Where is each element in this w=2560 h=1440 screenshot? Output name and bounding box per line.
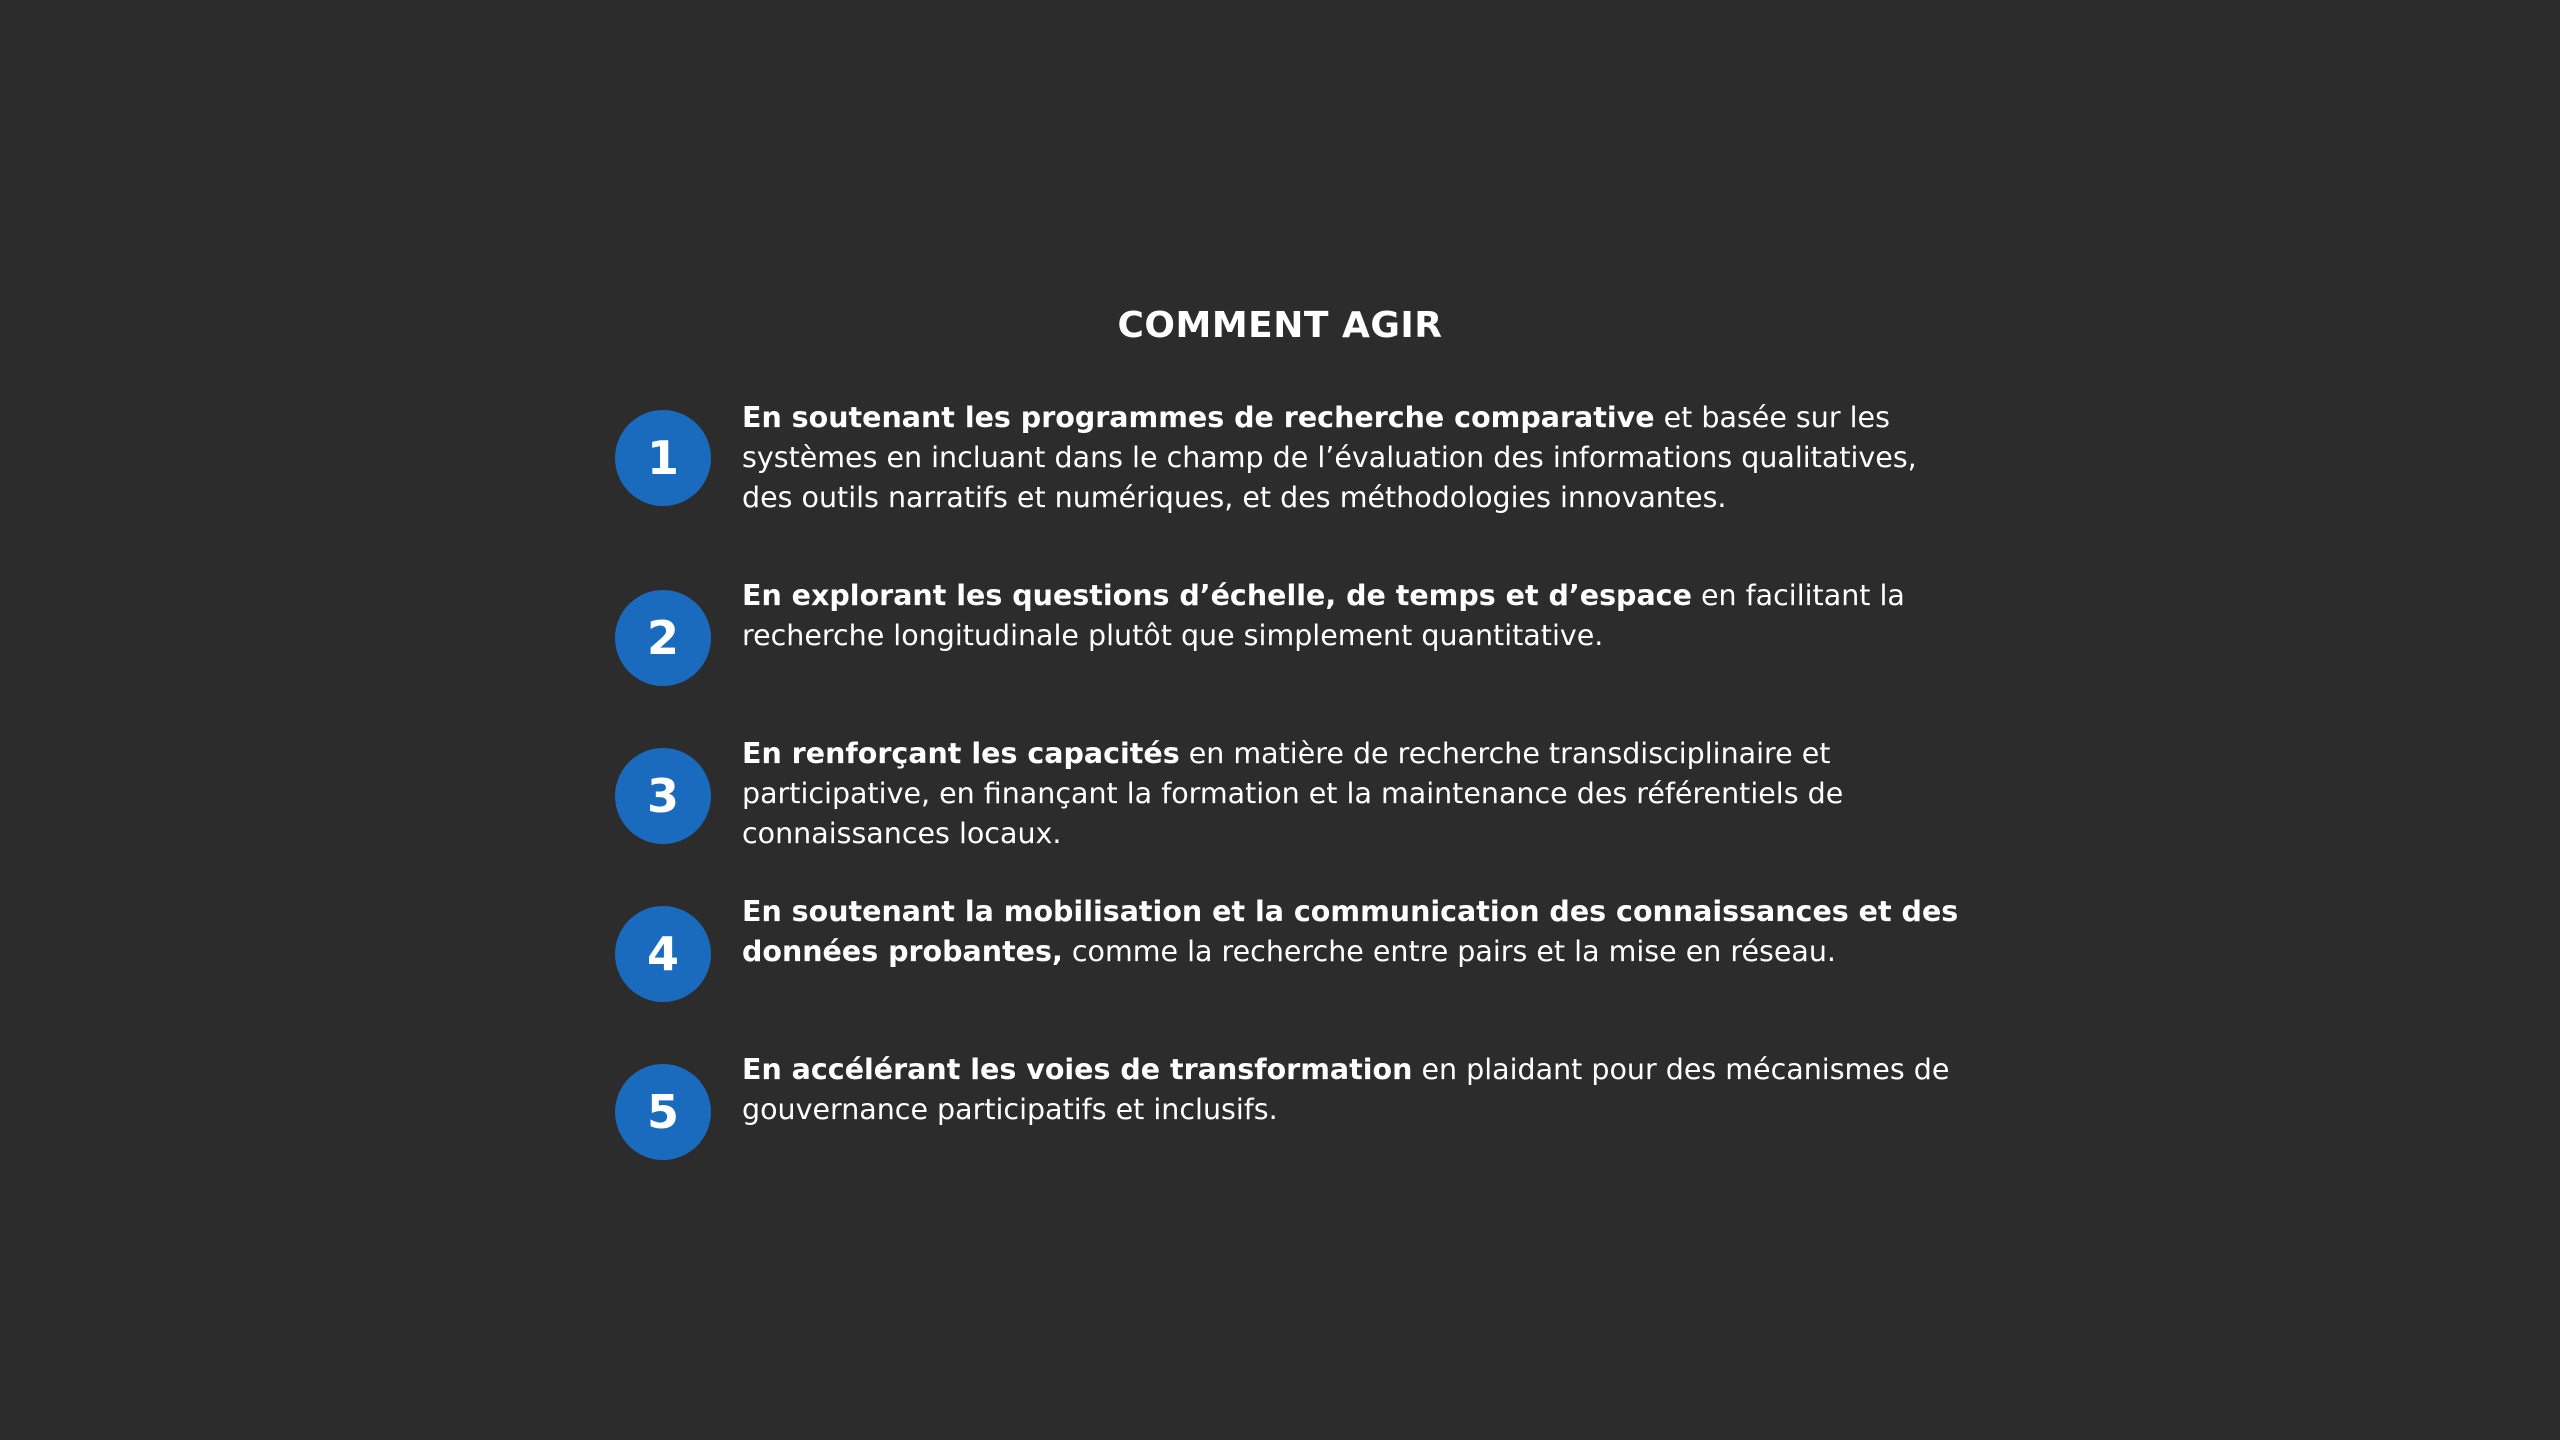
number-badge: 3 (615, 748, 711, 844)
item-text-bold: En explorant les questions d’échelle, de temps et d’espace (742, 579, 1692, 612)
item-text-rest: en matière de recherche transdisciplinaire et participative, en finançant la formation et la maintenance des référentiels de connaissances locaux. (742, 737, 1844, 850)
number-badge: 5 (615, 1064, 711, 1160)
item-text-rest: comme la recherche entre pairs et la mise en réseau. (1062, 935, 1836, 968)
number-badge: 4 (615, 906, 711, 1002)
item-text-bold: En soutenant la mobilisation et la communication des connaissances et des données probantes, (742, 895, 1959, 968)
number-badge: 1 (615, 410, 711, 506)
item-text (742, 576, 1972, 656)
item-text-bold: En renforçant les capacités (742, 737, 1180, 770)
item-text (742, 892, 1972, 972)
item-text-rest: et basée sur les systèmes en incluant dans le champ de l’évaluation des informations qualitatives, des outils narratifs et numériques, et des méthodologies innovantes. (742, 401, 1917, 514)
page-title: COMMENT AGIR (1117, 305, 1443, 346)
item-text-rest: en plaidant pour des mécanismes de gouvernance participatifs et inclusifs. (742, 1053, 1950, 1126)
item-text-bold: En accélérant les voies de transformation (742, 1053, 1413, 1086)
item-text (742, 1050, 1972, 1130)
item-text (742, 398, 1972, 518)
item-text-rest: en facilitant la recherche longitudinale plutôt que simplement quantitative. (742, 579, 1905, 652)
number-badge: 2 (615, 590, 711, 686)
item-text (742, 734, 1972, 854)
item-text-bold: En soutenant les programmes de recherche comparative (742, 401, 1655, 434)
